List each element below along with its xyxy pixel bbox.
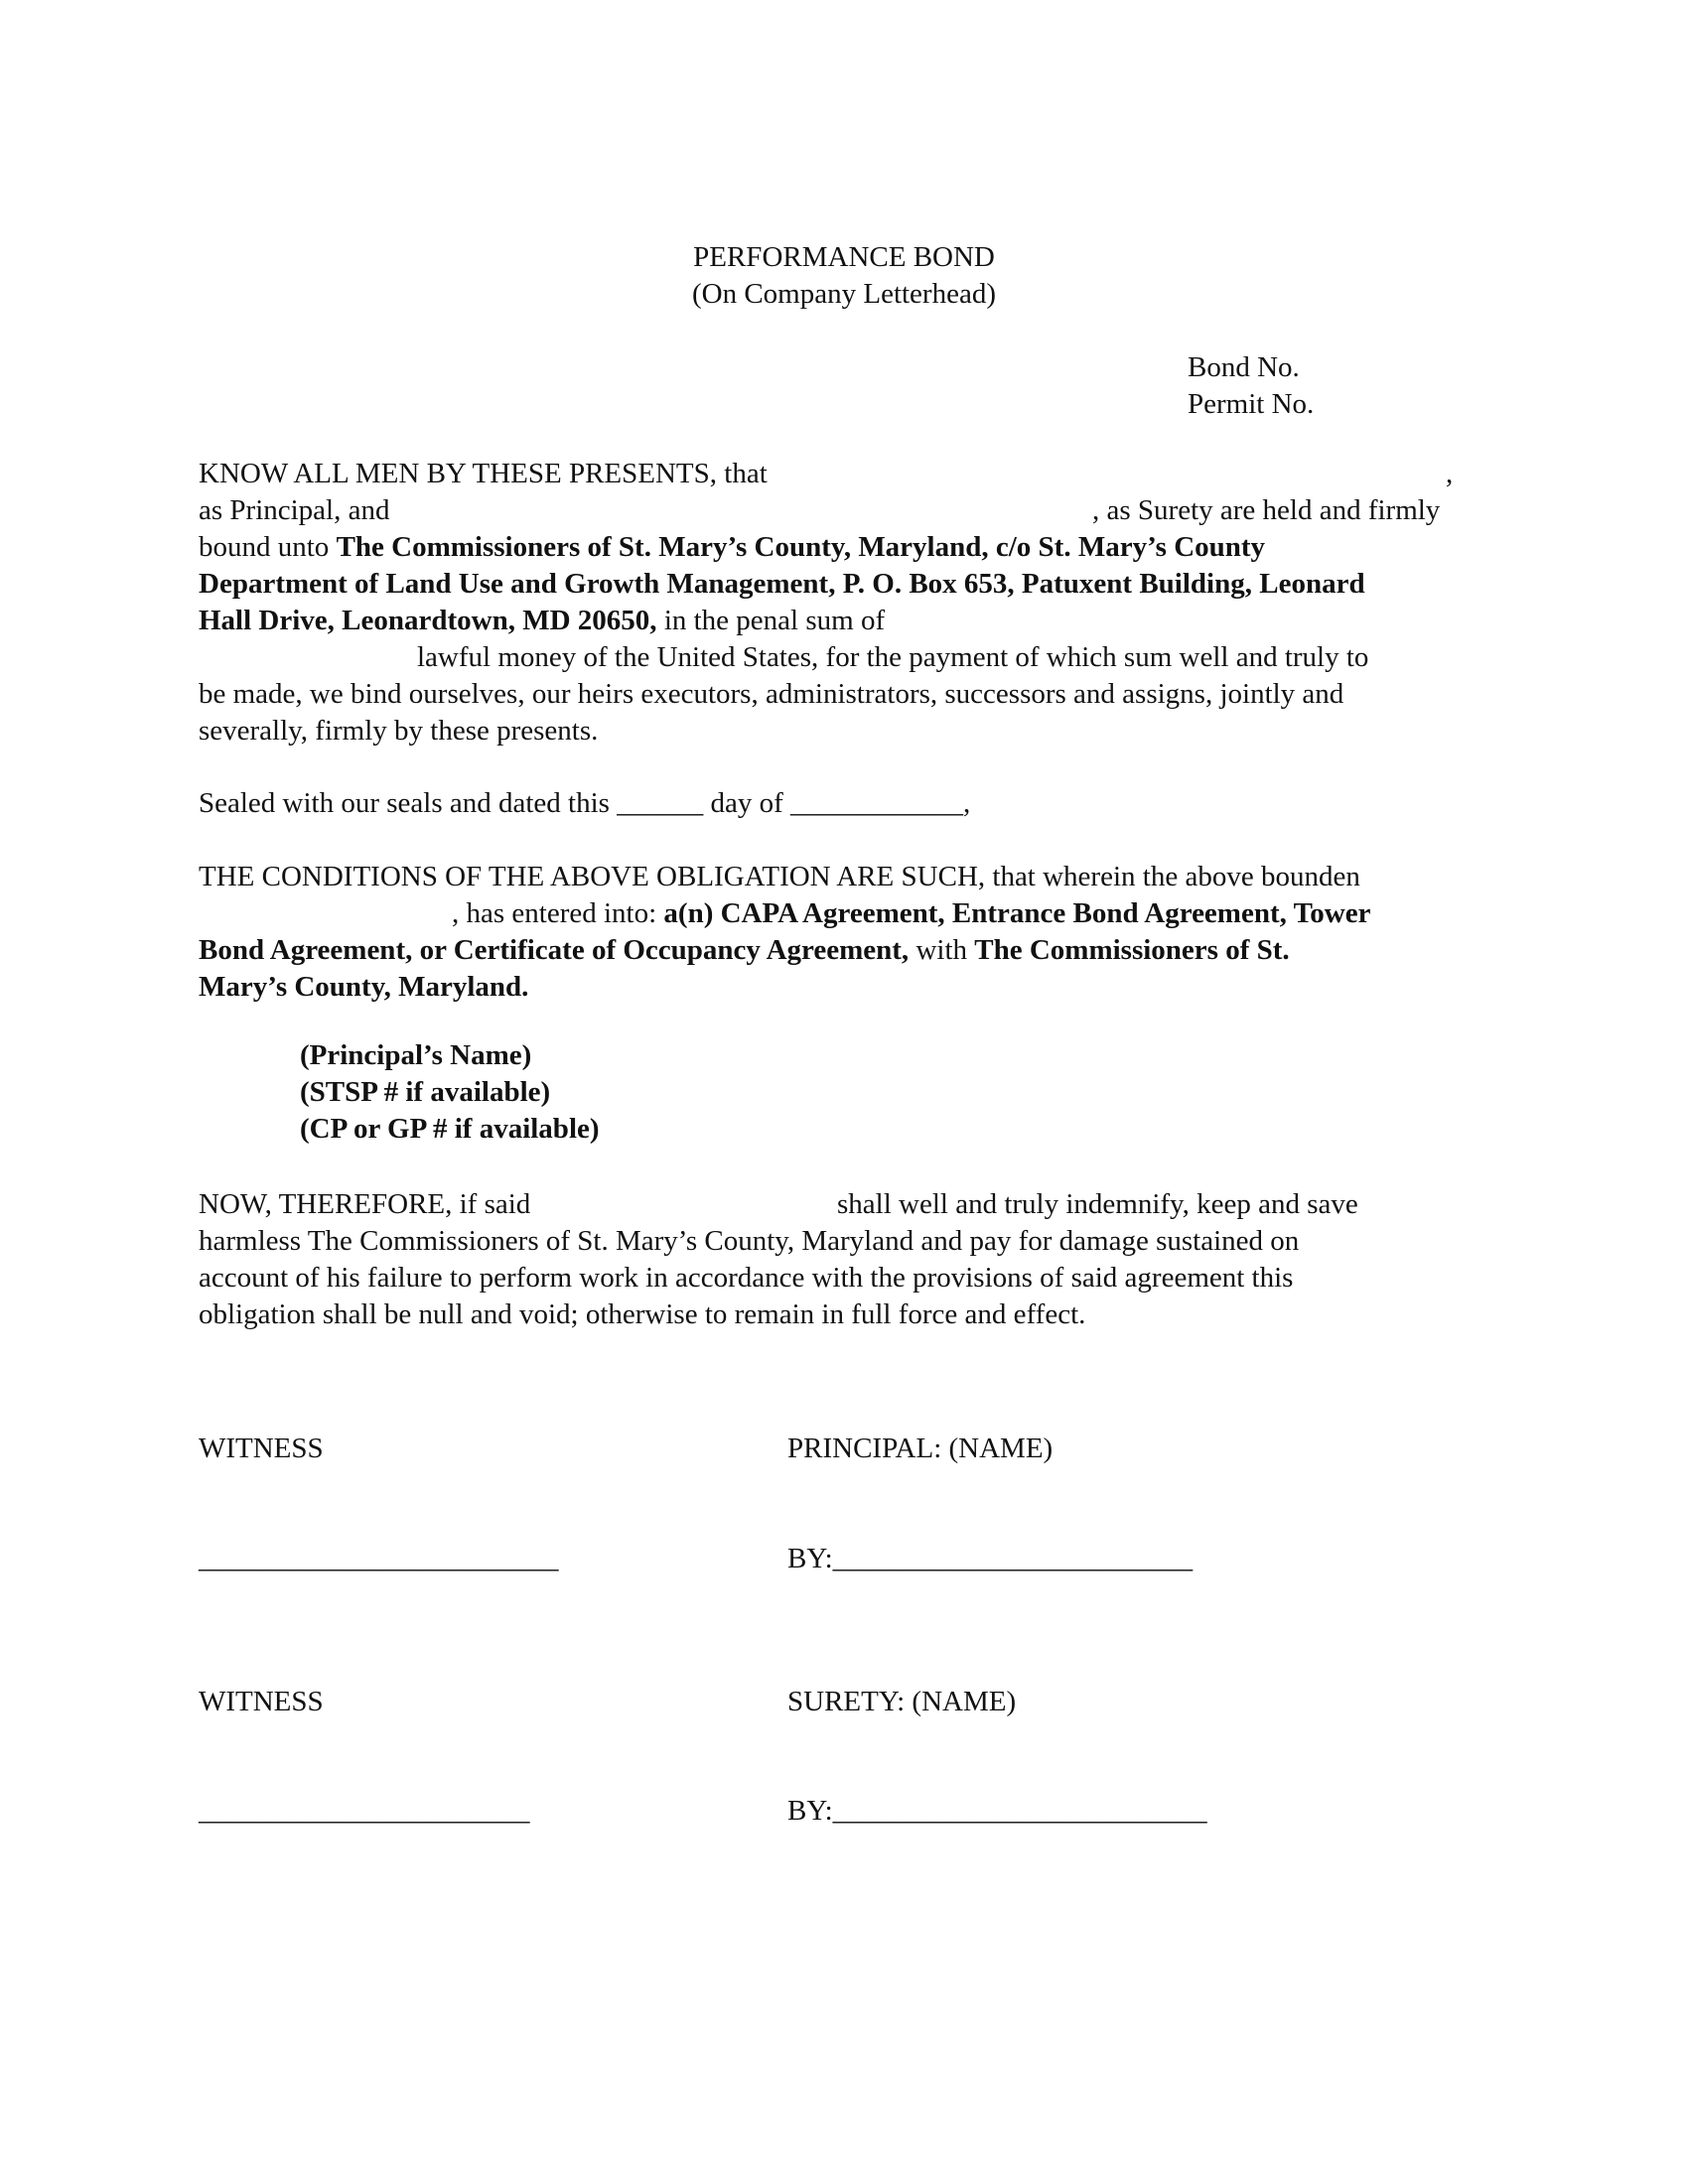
obligee-address-cont: Hall Drive, Leonardtown, MD 20650, <box>199 605 657 636</box>
witness-signature-line-1[interactable]: _________________________ <box>199 1543 559 1574</box>
principal-details-list <box>300 1037 600 1148</box>
agreement-types: a(n) CAPA Agreement, Entrance Bond Agreement, Tower <box>663 897 1371 929</box>
conditions-paragraph <box>199 859 1489 1006</box>
para1-line2-surety: , as Surety are held and firmly <box>1092 494 1441 526</box>
sealed-dated-line: Sealed with our seals and dated this ______ day of ____________, <box>199 787 971 819</box>
obligee-address: Department of Land Use and Growth Management, P. O. Box 653, Patuxent Building, Leonard <box>199 568 1365 600</box>
para1-line1-comma: , <box>1446 458 1454 489</box>
indemnity-line4-text: obligation shall be null and void; otherwise to remain in full force and effect. <box>199 1298 1086 1330</box>
conditions-with-text: with <box>909 934 975 966</box>
surety-label: SURETY: (NAME) <box>787 1686 1017 1717</box>
conditions-obligee: The Commissioners of St. <box>974 934 1290 966</box>
para1-line8-text: severally, firmly by these presents. <box>199 715 599 747</box>
document-subtitle: (On Company Letterhead) <box>691 278 996 310</box>
stsp-number-placeholder: (STSP # if available) <box>300 1076 551 1108</box>
para1-line6-text: lawful money of the United States, for the payment of which sum well and truly to <box>417 641 1369 673</box>
witness-label-1: WITNESS <box>199 1433 324 1464</box>
para1-line3-text: bound unto <box>199 531 337 563</box>
conditions-line2-text: , has entered into: <box>452 897 664 929</box>
para1-line1-text: KNOW ALL MEN BY THESE PRESENTS, that <box>199 458 768 489</box>
penal-sum-text: in the penal sum of <box>656 605 886 636</box>
principal-label: PRINCIPAL: (NAME) <box>787 1433 1054 1464</box>
surety-signature-line[interactable]: BY:__________________________ <box>787 1795 1207 1827</box>
conditions-line1-text: THE CONDITIONS OF THE ABOVE OBLIGATION ARE SUCH, that wherein the above bounden <box>199 861 1360 892</box>
indemnity-line1-text: NOW, THEREFORE, if said <box>199 1188 531 1220</box>
indemnity-line3-text: account of his failure to perform work in accordance with the provisions of said agreement this <box>199 1262 1294 1294</box>
indemnity-paragraph <box>199 1186 1489 1333</box>
obligation-paragraph <box>199 456 1489 750</box>
cp-gp-number-placeholder: (CP or GP # if available) <box>300 1113 600 1145</box>
conditions-obligee-cont: Mary’s County, Maryland. <box>199 971 529 1003</box>
agreement-types-cont: Bond Agreement, or Certificate of Occupancy Agreement, <box>199 934 910 966</box>
document-title: PERFORMANCE BOND <box>693 241 995 273</box>
witness-label-2: WITNESS <box>199 1686 324 1717</box>
indemnity-line1-cont: shall well and truly indemnify, keep and save <box>837 1188 1358 1220</box>
bond-number-label: Bond No. <box>1188 351 1300 383</box>
principal-signature-line[interactable]: BY:_________________________ <box>787 1543 1194 1574</box>
witness-signature-line-2[interactable]: _______________________ <box>199 1795 530 1827</box>
permit-number-label: Permit No. <box>1188 388 1315 420</box>
indemnity-line2-text: harmless The Commissioners of St. Mary’s County, Maryland and pay for damage sustained on <box>199 1225 1300 1257</box>
principal-name-placeholder: (Principal’s Name) <box>300 1039 532 1071</box>
para1-line2-text: as Principal, and <box>199 494 390 526</box>
obligee-name: The Commissioners of St. Mary’s County, Maryland, c/o St. Mary’s County <box>336 531 1266 563</box>
para1-line7-text: be made, we bind ourselves, our heirs executors, administrators, successors and assigns, jointly and <box>199 678 1344 710</box>
title-block <box>0 239 1688 313</box>
